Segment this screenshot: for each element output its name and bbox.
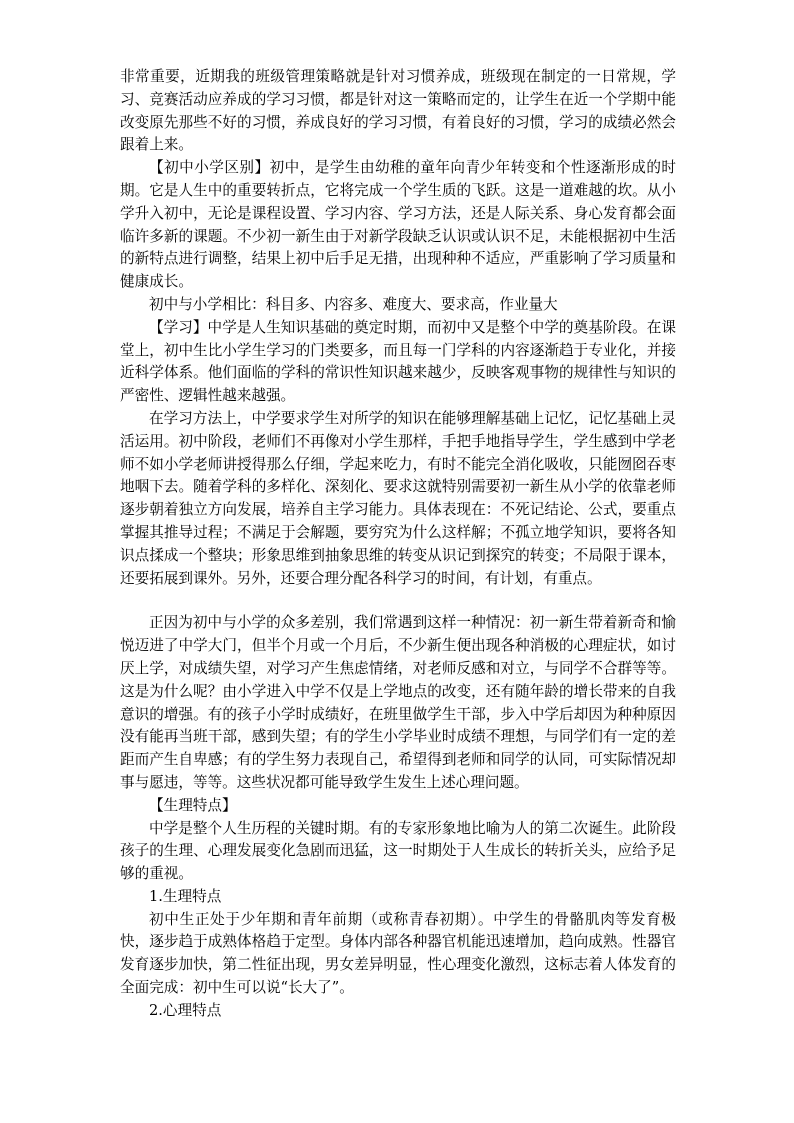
- section-heading-physiology: 【生理特点】: [149, 796, 237, 814]
- paragraph-comparison-summary: 初中与小学相比：科目多、内容多、难度大、要求高，作业量大: [149, 295, 558, 313]
- paragraph-habits: 非常重要，近期我的班级管理策略就是针对习惯养成，班级现在制定的一日常规，学习、竞赛活动应养成的学习习惯，都是针对这一策略而定的，让学生在近一个学期中能改变原先那些不好的习惯，养成良好的学习习惯，有着良好的习惯，学习的成绩必然会跟着上来。: [120, 68, 676, 154]
- paragraph-critical-period: 中学是整个人生历程的关键时期。有的专家形象地比喻为人的第二次诞生。此阶段孩子的生理、心理发展变化急剧而迅猛，这一时期处于人生成长的转折关头，应给予足够的重视。: [120, 819, 676, 883]
- paragraph-learning: 【学习】中学是人生知识基础的奠定时期，而初中又是整个中学的奠基阶段。在课堂上，初中生比小学生学习的门类要多，而且每一门学科的内容逐渐趋于专业化，并接近科学体系。他们面临的学科的常识性知识越来越少，反映客观事物的规律性与知识的严密性、逻辑性越来越强。: [120, 318, 676, 405]
- paragraph-junior-primary-difference: 【初中小学区别】初中，是学生由幼稚的童年向青少年转变和个性逐渐形成的时期。它是人生中的重要转折点，它将完成一个学生质的飞跃。这是一道难越的坎。从小学升入初中，无论是课程设置、学习内容、学习方法，还是人际关系、身心发育都会面临许多新的课题。不少初一新生由于对新学段缺乏认识或认识不足，未能根据初中生活的新特点进行调整，结果上初中后手足无措，出现种种不适应，严重影响了学习质量和健康成长。: [120, 159, 676, 291]
- subheading-psychological-traits: 2.心理特点: [149, 1001, 222, 1019]
- paragraph-adaptation-problems: 正因为初中与小学的众多差别，我们常遇到这样一种情况：初一新生带着新奇和愉悦迈进了中学大门，但半个月或一个月后，不少新生便出现各种消极的心理症状，如讨厌上学，对成绩失望，对学习产生焦虑情绪，对老师反感和对立，与同学不合群等等。这是为什么呢？由小学进入中学不仅是上学地点的改变，还有随年龄的增长带来的自我意识的增强。有的孩子小学时成绩好，在班里做学生干部，步入中学后却因为种种原因没有能再当班干部，感到失望；有的学生小学毕业时成绩不理想，与同学们有一定的差距而产生自卑感；有的学生努力表现自己，希望得到老师和同学的认同，可实际情况却事与愿违，等等。这些状况都可能导致学生发生上述心理问题。: [120, 614, 676, 791]
- document-body: [120, 66, 676, 1023]
- paragraph-physiological-traits: 初中生正处于少年期和青年前期（或称青春初期）。中学生的骨骼肌肉等发育极快，逐步趋于成熟体格趋于定型。身体内部各种器官机能迅速增加，趋向成熟。性器官发育逐步加快，第二性征出现，男女差异明显，性心理变化激烈，这标志着人体发育的全面完成：初中生可以说“长大了”。: [120, 910, 676, 997]
- paragraph-learning-methods: 在学习方法上，中学要求学生对所学的知识在能够理解基础上记忆，记忆基础上灵活运用。初中阶段，老师们不再像对小学生那样，手把手地指导学生，学生感到中学老师不如小学老师讲授得那么仔细，学起来吃力，有时不能完全消化吸收，只能囫囵吞枣地咽下去。随着学科的多样化、深刻化、要求这就特别需要初一新生从小学的依靠老师逐步朝着独立方向发展，培养自主学习能力。具体表现在：不死记结论、公式，要重点掌握其推导过程；不满足于会解题，要穷究为什么这样解；不孤立地学知识，要将各知识点揉成一个整块；形象思维到抽象思维的转变从识记到探究的转变；不局限于课本，还要拓展到课外。另外，还要合理分配各科学习的时间，有计划，有重点。: [120, 409, 676, 587]
- subheading-physiological-traits: 1.生理特点: [149, 887, 222, 905]
